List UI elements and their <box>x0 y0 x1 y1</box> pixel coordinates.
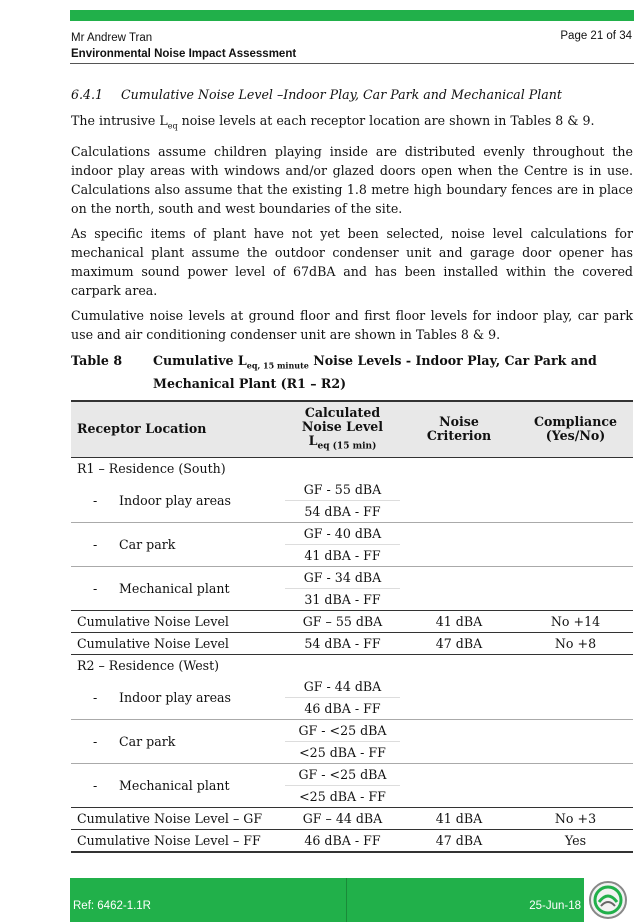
list-dash: - <box>93 778 98 794</box>
source-name: Mechanical plant <box>119 778 230 794</box>
ff-level: <25 dBA - FF <box>285 786 400 808</box>
table-row <box>71 567 633 589</box>
header-calc-line-1: Calculated <box>304 404 381 420</box>
table-row <box>71 611 633 633</box>
source-name: Mechanical plant <box>119 581 230 597</box>
gf-level: GF - 55 dBA <box>303 482 382 498</box>
header-compliance-line-2: (Yes/No) <box>545 428 606 444</box>
cumulative-label: Cumulative Noise Level <box>71 611 285 633</box>
table-row <box>71 676 633 698</box>
noise-level-table <box>71 400 633 854</box>
section-title: Cumulative Noise Level –Indoor Play, Car Park and Mechanical Plant <box>121 87 562 102</box>
table-header-row <box>71 401 633 458</box>
paragraph-2: Calculations assume children playing inside are distributed evenly throughout the indoor play areas with windows and/or glazed doors open when the Centre is in use. Calculations also assume that the existing 1.8 metre high boundary fences are in place on the north, south and west boundaries of the site. <box>71 144 633 216</box>
list-dash: - <box>93 493 98 509</box>
receptor-r1-title: R1 – Residence (South) <box>77 461 226 477</box>
noise-criterion: 41 dBA <box>400 611 518 633</box>
document-header <box>71 30 296 62</box>
table-row <box>71 830 633 853</box>
footer-green-bar <box>70 878 584 922</box>
source-label <box>71 720 285 764</box>
gf-level: GF - 44 dBA <box>303 679 382 695</box>
compliance-value: No +14 <box>518 611 633 633</box>
source-label <box>71 764 285 808</box>
cumulative-level: GF – 44 dBA <box>285 808 400 830</box>
header-green-bar <box>70 10 634 21</box>
page-number: Page 21 of 34 <box>560 30 632 42</box>
source-label <box>71 523 285 567</box>
receptor-r2-title: R2 – Residence (West) <box>71 655 633 677</box>
gf-level: GF - 34 dBA <box>285 567 400 589</box>
table-row <box>71 720 633 742</box>
source-name: Indoor play areas <box>119 493 232 509</box>
source-name: Car park <box>119 734 176 750</box>
header-calc-leq: L <box>308 432 318 448</box>
section-number: 6.4.1 <box>71 87 104 102</box>
section-heading <box>71 86 633 105</box>
gf-level: GF - 40 dBA <box>285 523 400 545</box>
caption-start: Cumulative L <box>153 353 247 369</box>
footer-divider <box>346 878 347 922</box>
p1-text-start: The intrusive L <box>71 112 168 128</box>
ff-level: <25 dBA - FF <box>285 742 400 764</box>
cumulative-label: Cumulative Noise Level – GF <box>71 808 285 830</box>
company-logo-icon <box>588 880 628 920</box>
gf-level: GF - <25 dBA <box>285 764 400 786</box>
table-row <box>71 458 633 480</box>
paragraph-3: As specific items of plant have not yet been selected, noise level calculations for mechanical plant assume the outdoor condenser unit and garage door opener has maximum sound power level of 67dBA and has been installed within the covered carpark area. <box>71 226 633 298</box>
document-reference: Ref: 6462-1.1R <box>73 900 151 912</box>
caption-subscript: eq, 15 minute <box>246 360 309 371</box>
compliance-value: No +8 <box>518 633 633 655</box>
table-row <box>71 808 633 830</box>
compliance-value: Yes <box>518 830 633 853</box>
p1-subscript: eq <box>167 121 178 131</box>
table-row <box>71 633 633 655</box>
ff-level: 31 dBA - FF <box>285 589 400 611</box>
noise-criterion: 41 dBA <box>400 808 518 830</box>
table-row <box>71 479 633 501</box>
page-content <box>71 86 633 853</box>
gf-level: GF - <25 dBA <box>285 720 400 742</box>
header-divider <box>70 63 634 64</box>
noise-criterion: 47 dBA <box>400 830 518 853</box>
table-row <box>71 655 633 677</box>
paragraph-1 <box>71 112 633 136</box>
source-label <box>71 479 285 523</box>
client-name: Mr Andrew Tran <box>71 32 153 44</box>
source-label <box>71 676 285 720</box>
compliance-value: No +3 <box>518 808 633 830</box>
source-name: Car park <box>119 537 176 553</box>
list-dash: - <box>93 537 98 553</box>
table-title <box>153 352 633 392</box>
header-noise-criterion: Noise Criterion <box>400 401 518 458</box>
cumulative-level: 54 dBA - FF <box>285 633 400 655</box>
list-dash: - <box>93 690 98 706</box>
table-row <box>71 523 633 545</box>
ff-level: 54 dBA - FF <box>285 501 400 523</box>
cumulative-label: Cumulative Noise Level <box>71 633 285 655</box>
header-calc-line-2: Noise Level <box>301 418 384 434</box>
cumulative-level: GF – 55 dBA <box>285 611 400 633</box>
ff-level: 41 dBA - FF <box>285 545 400 567</box>
header-calculated-noise-level <box>285 401 400 458</box>
ff-level: 46 dBA - FF <box>285 698 400 720</box>
source-name: Indoor play areas <box>119 690 232 706</box>
cumulative-level: 46 dBA - FF <box>285 830 400 853</box>
header-receptor-location: Receptor Location <box>71 401 285 458</box>
p1-text-end: noise levels at each receptor location are shown in Tables 8 & 9. <box>177 112 595 128</box>
table-row <box>71 764 633 786</box>
paragraph-4: Cumulative noise levels at ground floor and first floor levels for indoor play, car park use and air conditioning condenser unit are shown in Tables 8 & 9. <box>71 308 633 343</box>
header-compliance <box>518 401 633 458</box>
document-date: 25-Jun-18 <box>529 900 581 912</box>
source-label <box>71 567 285 611</box>
table-caption <box>71 352 633 392</box>
table-number: Table 8 <box>71 353 123 369</box>
caption-end: Noise Levels - Indoor Play, Car Park and Mechanical Plant (R1 – R2) <box>153 353 597 391</box>
list-dash: - <box>93 734 98 750</box>
header-calc-sub: eq (15 min) <box>317 441 377 452</box>
header-compliance-line-1: Compliance <box>533 414 618 430</box>
cumulative-label: Cumulative Noise Level – FF <box>71 830 285 853</box>
list-dash: - <box>93 581 98 597</box>
document-title: Environmental Noise Impact Assessment <box>71 48 297 60</box>
noise-criterion: 47 dBA <box>400 633 518 655</box>
